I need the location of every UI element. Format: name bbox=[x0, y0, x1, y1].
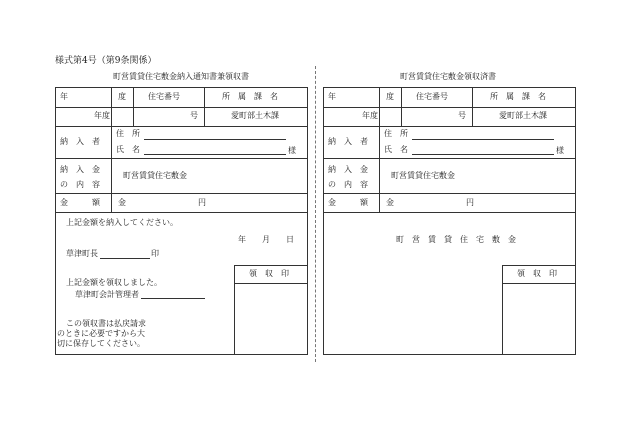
payer-label: 納 入 者 bbox=[60, 137, 100, 146]
fiscal-year-field: 年度 bbox=[94, 111, 110, 120]
amount-prefix: 金 bbox=[386, 198, 394, 207]
honorific: 様 bbox=[288, 146, 296, 155]
housing-number-label: 住宅番号 bbox=[148, 92, 180, 101]
department-label: 所 属 課 名 bbox=[222, 92, 278, 101]
number-unit: 号 bbox=[190, 111, 198, 120]
mayor-seal-mark: 印 bbox=[151, 249, 159, 258]
amount-unit: 円 bbox=[466, 198, 474, 207]
content-label-2: の 内 容 bbox=[328, 180, 368, 189]
note-line-1: この領収書は払戻請求 bbox=[66, 319, 146, 328]
name-line bbox=[412, 154, 554, 155]
note-line-3: 切に保存してください。 bbox=[57, 339, 145, 348]
year-unit: 度 bbox=[386, 92, 394, 101]
accountant-line bbox=[141, 298, 205, 299]
fiscal-year-field: 年度 bbox=[362, 111, 378, 120]
content-value: 町営賃貸住宅敷金 bbox=[391, 171, 455, 180]
department-label: 所 属 課 名 bbox=[490, 92, 546, 101]
cut-line bbox=[315, 66, 316, 362]
name-line bbox=[144, 154, 286, 155]
receipt-text: 上記金額を領収しました。 bbox=[66, 278, 162, 287]
number-unit: 号 bbox=[458, 111, 466, 120]
year-label: 年 bbox=[60, 92, 68, 101]
content-label-1: 納 入 金 bbox=[60, 165, 100, 174]
name-label: 氏 名 bbox=[384, 145, 408, 154]
amount-label: 金 額 bbox=[328, 198, 368, 207]
honorific: 様 bbox=[556, 146, 564, 155]
housing-number-label: 住宅番号 bbox=[416, 92, 448, 101]
address-line bbox=[412, 139, 554, 140]
date-text: 年 月 日 bbox=[238, 235, 294, 244]
name-label: 氏 名 bbox=[116, 145, 140, 154]
seal-box-label: 領 収 印 bbox=[517, 269, 557, 278]
left-title: 町営賃貸住宅敷金納入通知書兼領収書 bbox=[113, 72, 249, 81]
department-value: 愛町部土木課 bbox=[499, 111, 547, 120]
amount-unit: 円 bbox=[198, 198, 206, 207]
year-unit: 度 bbox=[118, 92, 126, 101]
note-line-2: のときに必要ですから大 bbox=[57, 329, 145, 338]
department-value: 愛町部土木課 bbox=[231, 111, 279, 120]
seal-box-label: 領 収 印 bbox=[249, 269, 289, 278]
amount-prefix: 金 bbox=[118, 198, 126, 207]
content-label-2: の 内 容 bbox=[60, 180, 100, 189]
content-value: 町営賃貸住宅敷金 bbox=[123, 171, 187, 180]
form-number: 様式第4号（第9条関係） bbox=[55, 56, 157, 66]
center-text: 町 営 賃 貸 住 宅 敷 金 bbox=[396, 235, 516, 244]
address-label: 住 所 bbox=[116, 129, 140, 138]
notice-text: 上記金額を納入してください。 bbox=[66, 218, 178, 227]
content-label-1: 納 入 金 bbox=[328, 165, 368, 174]
payer-label: 納 入 者 bbox=[328, 137, 368, 146]
accountant-text: 草津町会計管理者 bbox=[75, 290, 139, 299]
address-line bbox=[144, 139, 286, 140]
address-label: 住 所 bbox=[384, 129, 408, 138]
year-label: 年 bbox=[328, 92, 336, 101]
amount-label: 金 額 bbox=[60, 198, 100, 207]
mayor-text: 草津町長 bbox=[66, 249, 98, 258]
right-title: 町営賃貸住宅敷金領収済書 bbox=[400, 72, 496, 81]
mayor-line bbox=[100, 258, 150, 259]
